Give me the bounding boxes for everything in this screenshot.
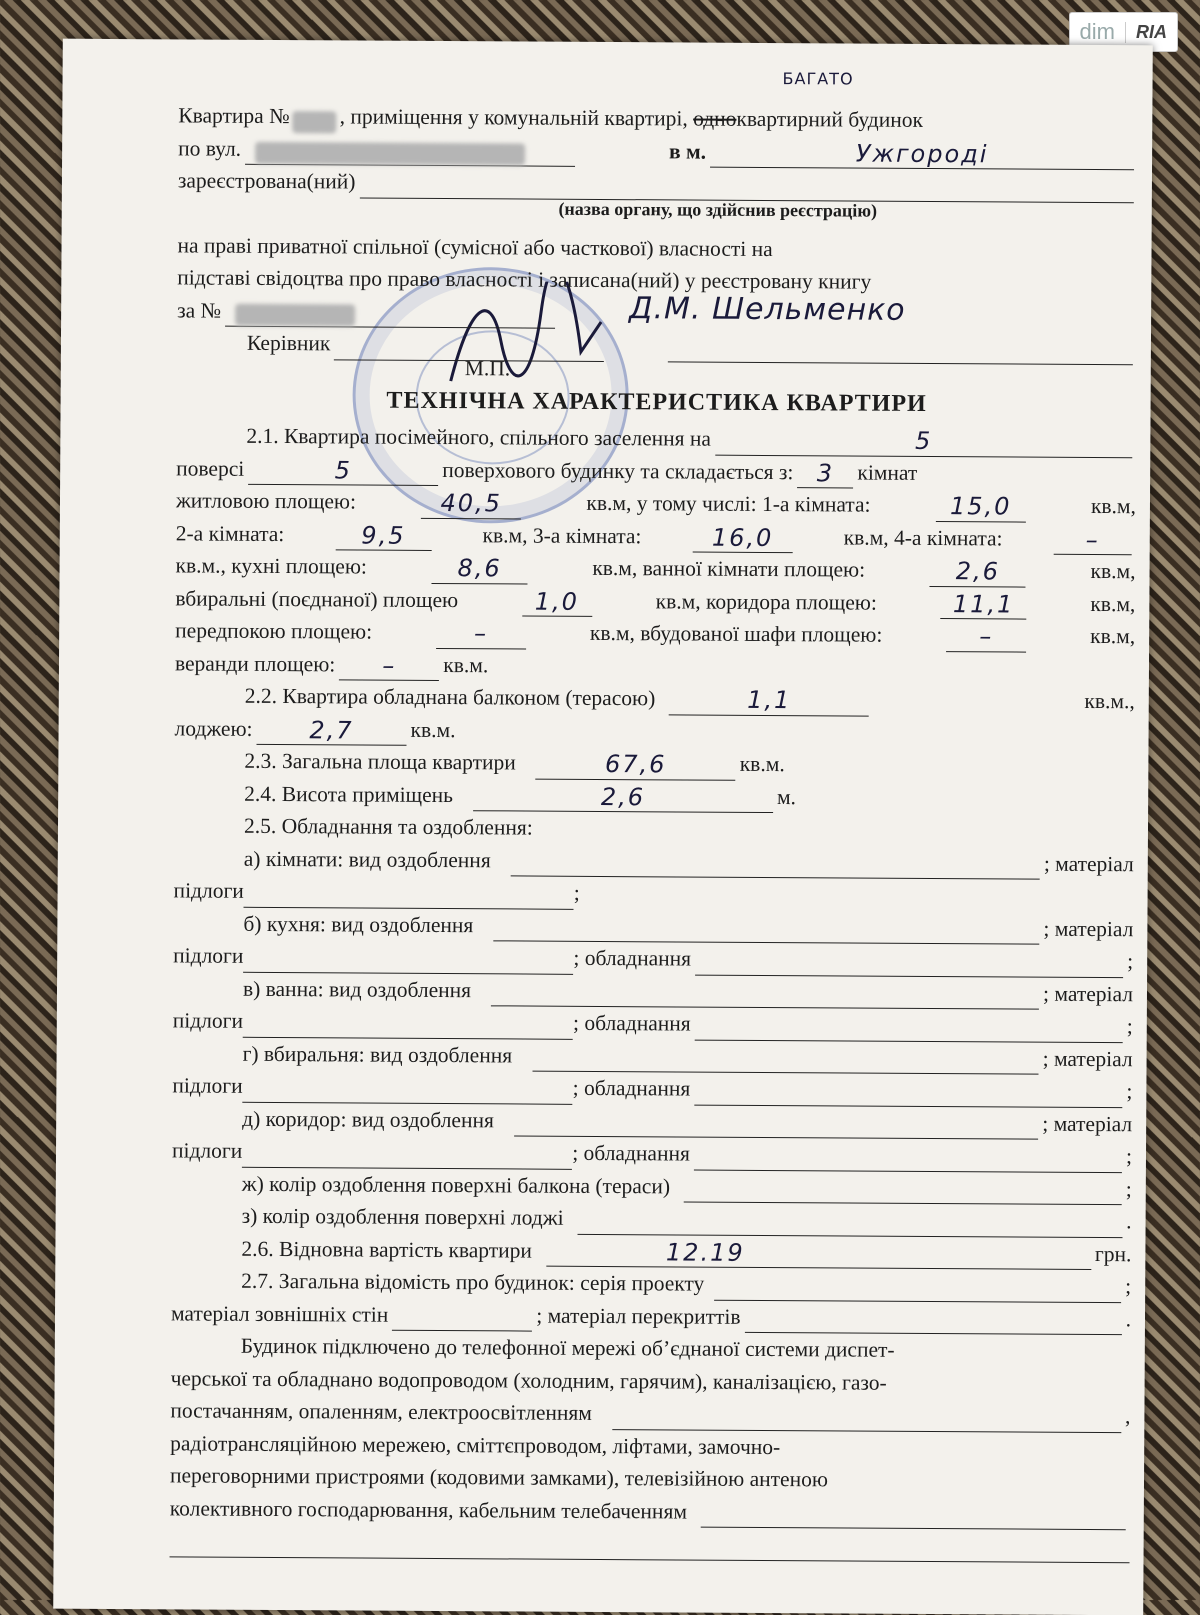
- wc-equipment-field: [694, 1082, 1122, 1108]
- floor-field: [715, 426, 1133, 458]
- rooms-finish-field: [511, 853, 1040, 879]
- hall-field: [436, 619, 526, 649]
- veranda-value: –: [382, 651, 397, 680]
- equipment-label: ; обладнання: [572, 1140, 690, 1166]
- paragraph-line-1: Будинок підключено до телефонної мережі об’єднаної системи диспет-: [240, 1333, 895, 1362]
- paragraph-line-5: переговорними пристроями (кодовими замками), телевізійною антеною: [169, 1463, 829, 1492]
- material-label: ; матеріал: [1042, 1046, 1133, 1071]
- redacted-apartment-number: [293, 111, 337, 133]
- total-area-field: [536, 750, 736, 780]
- trailing-field: [170, 1534, 1130, 1563]
- rooms-floor-field: [244, 884, 574, 909]
- bath-equipment-field: [695, 1017, 1123, 1043]
- bath-value: 2,6: [955, 557, 1001, 586]
- unit: кв.м,: [1090, 623, 1136, 649]
- bath-floor-field: [243, 1014, 573, 1039]
- equipment-label: ; обладнання: [572, 1075, 691, 1101]
- kitchen-label: кв.м., кухні площею:: [175, 553, 367, 579]
- closet-value: –: [979, 622, 994, 651]
- floors-material-field: [744, 1310, 1121, 1335]
- height-field: [473, 782, 773, 813]
- rooms-text: поверхового будинку та складається з:: [442, 457, 794, 484]
- director-name-field: [668, 339, 1133, 365]
- bath-item: в) ванна:: [242, 976, 324, 1001]
- loggia-value: 2,7: [309, 715, 354, 744]
- section-title: ТЕХНІЧНА ХАРАКТЕРИСТИКА КВАРТИРИ: [386, 387, 927, 417]
- material-label: ; матеріал: [1043, 916, 1134, 941]
- corridor-field: [941, 589, 1027, 620]
- book-number-label: за №: [177, 297, 222, 323]
- unit: кв.м.: [739, 751, 785, 777]
- kitchen-floor-field: [243, 949, 573, 974]
- book-number-field: [225, 304, 555, 329]
- room1-field: [936, 492, 1026, 523]
- material-label: ; матеріал: [1043, 851, 1134, 876]
- balcony-color-label: ж) колір оздоблення поверхні балкона (тераси): [241, 1171, 671, 1198]
- total-area-label: 2.3. Загальна площа квартири: [244, 748, 516, 775]
- city-label: в м.: [669, 138, 707, 164]
- unit: м.: [776, 784, 797, 809]
- balcony-field: [669, 685, 869, 716]
- unit: кв.м,: [1090, 558, 1136, 584]
- director-label: Керівник: [246, 330, 331, 356]
- balcony-label: 2.2. Квартира обладнана балконом (терасою): [244, 683, 656, 711]
- material-label: ; матеріал: [1042, 1111, 1133, 1136]
- document-sheet: [53, 39, 1153, 1615]
- kitchen-field: [432, 554, 528, 584]
- room4-field: [1054, 525, 1132, 555]
- rooms-field: [797, 458, 853, 488]
- bath-field: [930, 557, 1026, 587]
- room3-value: 16,0: [711, 523, 774, 552]
- finish-label: вид оздоблення: [369, 1042, 513, 1067]
- equipment-label: ; обладнання: [573, 945, 692, 971]
- floor-word: підлоги: [173, 943, 244, 968]
- floor-word: підлоги: [172, 1073, 243, 1098]
- director-field: [334, 337, 604, 362]
- corridor-equipment-field: [694, 1147, 1122, 1173]
- room4-label: кв.м, 4-а кімната:: [843, 524, 1003, 550]
- finish-label: вид оздоблення: [328, 976, 472, 1002]
- rooms-item: а) кімнати:: [243, 846, 344, 871]
- value-value: 12.19: [665, 1237, 745, 1267]
- loggia-label: лоджею:: [174, 715, 253, 741]
- hall-label: передпокою площею:: [175, 618, 373, 644]
- height-value: 2,6: [600, 782, 646, 811]
- bath-finish-field: [491, 983, 1039, 1009]
- paragraph-line-2: черської та обладнано водопроводом (холодним, гарячим), каналізацією, газо-: [170, 1365, 887, 1395]
- registered-label: зареєстрована(ний): [177, 168, 356, 194]
- unit: кв.м,: [1090, 591, 1136, 616]
- equipment-label: ; обладнання: [572, 1010, 691, 1036]
- street-label: по вул.: [178, 135, 242, 161]
- room2-label: 2-а кімната:: [175, 520, 285, 546]
- value-field: [546, 1237, 1091, 1270]
- corridor-value: 11,1: [952, 589, 1015, 619]
- apartment-label: Квартира №: [178, 103, 290, 129]
- unit: кв.м.: [410, 717, 456, 742]
- paragraph-line-4: радіотрансляційною мережею, сміттєпроводом, ліфтами, замочно-: [170, 1430, 781, 1459]
- line1-text: , приміщення у комунальній квартирі,: [339, 104, 688, 131]
- corridor-item: д) коридор:: [242, 1106, 347, 1131]
- watermark-dim: dim: [1079, 19, 1115, 44]
- floor-word: підлоги: [172, 1008, 244, 1033]
- value-label: 2.6. Відновна вартість квартири: [241, 1236, 533, 1263]
- room4-value: –: [1085, 525, 1100, 554]
- balcony-value: 1,1: [747, 685, 792, 715]
- s21-text: 2.1. Квартира посімейного, спільного заселення на: [246, 423, 712, 451]
- room2-value: 9,5: [361, 521, 406, 550]
- total-area-value: 67,6: [604, 750, 667, 779]
- finish-label: вид оздоблення: [351, 1106, 495, 1132]
- wc-label: вбиральні (поєднаної) площею: [175, 585, 459, 612]
- material-label: ; матеріал: [1042, 981, 1134, 1006]
- certificate-line: підставі свідоцтва про право власності і записана(ний) у реєстровану книгу: [177, 265, 872, 294]
- finish-label: вид оздоблення: [348, 846, 491, 872]
- kitchen-equipment-field: [695, 952, 1123, 978]
- floors-value: 5: [334, 455, 352, 484]
- signature-name: Д.М. Шельменко: [629, 290, 906, 328]
- line1-tail: квартирний будинок: [736, 106, 924, 132]
- living-value: 40,5: [440, 489, 503, 518]
- rooms-value: 3: [816, 458, 835, 487]
- walls-label: матеріал зовнішніх стін: [170, 1300, 389, 1327]
- kitchen-item: б) кухня:: [243, 911, 326, 936]
- project-series-field: [714, 1277, 1121, 1302]
- street-field: [245, 142, 575, 167]
- floor-word: підлоги: [173, 878, 244, 903]
- cable-tv-field: [701, 1505, 1126, 1531]
- closet-field: [946, 622, 1026, 652]
- finish-label: вид оздоблення: [331, 911, 474, 937]
- room3-label: кв.м, 3-а кімната:: [482, 522, 642, 548]
- currency-label: грн.: [1094, 1241, 1132, 1266]
- stamp-place-label: М.П.: [464, 356, 511, 381]
- floor-value: 5: [914, 426, 933, 456]
- ownership-line: на праві приватної спільної (сумісної або часткової) власності на: [177, 232, 773, 261]
- bath-label: кв.м, ванної кімнати площею:: [592, 555, 866, 582]
- living-label: житловою площею:: [175, 488, 357, 514]
- city-value: Ужгороді: [855, 139, 989, 168]
- building-info-label: 2.7. Загальна відомість про будинок: серія проекту: [241, 1268, 705, 1296]
- floors-material-label: ; матеріал перекриттів: [536, 1303, 741, 1329]
- wc-value: 1,0: [534, 587, 580, 616]
- wc-field: [522, 587, 592, 617]
- paragraph-line-3: постачанням, опаленням, електроосвітленням: [170, 1398, 593, 1425]
- document-body: Квартира № , приміщення у комунальній квартирі, одно квартирний будинок по вул. в м. Ужгороді зареєстрована(ний) (назва органу, що здійснив реєстрацію) на праві приватної спільної (сумісної або часткової) власності на підставі свідоцтва про право власності і записана(ний) у реєстровану книгу за № Д.М. Шельменко Керівник М.П. ТЕХНІЧНА ХАРАКТЕРИСТИКА КВАРТИРИ 2.1. Квартира посімейного, спільного заселення на 5 поверсі 5 поверхового будинку та складається з: 3 кімнат житловою площею: 40,5 кв.м, у тому числі: 1-а кімната: 15,0 кв.м, 2-а кімната: 9,5 кв.м, 3-а кімната: 16,0 кв.м, 4-а кімната: – кв.м., кухні площею: 8,6 кв.м, ванної кімнати площею: 2,6 кв.м, вбиральні (поєднаної) площею 1,0 кв.м, коридора площею: 11,1 кв.м, передпокою площею: – кв.м, вбудованої шафи площею: – кв.м, веранди площею: – кв.м. 2.2. Квартира обладнана балконом (терасою) 1,1 кв.м., лоджею: 2,7 кв.м. 2.3. Загальна площа квартири 67,6 кв.м. 2.4. Висота приміщень 2,6 м. 2.5. Обладнання та оздоблення: а) кімнати: вид оздоблення ; матеріал підлоги ; б) кухня: вид оздоблення ; матеріал підлоги ; обладнання ; в) ванна: вид оздоблення ; матеріал підлоги ; обладнання ; г) вбиральня: вид оздоблення ; матеріал підлоги ; обладнання ; д) коридор: вид оздоблення ; матеріал підлоги ; обладнання ; ж) колір оздоблення поверхні балкона (тераси) ; з) колір оздоблення поверхні лоджі . 2.6. Відновна вартість квартири 12.19 грн. 2.7. Загальна відомість про будинок: серія проекту ; матеріал зовнішніх стін ; матеріал перекриттів . Будинок підключено до телефонної мережі об’єднаної системи диспет- черської та обладнано водопроводом (холодним, гарячим), каналізацією, газо- постачанням, опаленням, електроосвітленням , радіотрансляційною мережею, сміттєпроводом, ліфтами, замочно- переговорними пристроями (кодовими замками), телевізійною антеною колективного господарювання, кабельним телебаченням: [170, 97, 1139, 1562]
- electric-field: [612, 1407, 1121, 1433]
- unit: кв.м,: [1090, 493, 1137, 519]
- unit: кв.м.: [443, 652, 489, 677]
- registration-note: (назва органу, що здійснив реєстрацію): [558, 198, 878, 221]
- unit: кв.м.,: [1084, 688, 1135, 714]
- rooms-unit: кімнат: [857, 460, 918, 485]
- room3-field: [692, 523, 792, 554]
- wc-item: г) вбиральня:: [242, 1041, 365, 1067]
- watermark-ria: RIA: [1125, 22, 1167, 43]
- kitchen-finish-field: [493, 918, 1039, 944]
- floor-word: підлоги: [171, 1138, 243, 1163]
- kitchen-value: 8,6: [457, 554, 502, 583]
- wc-floor-field: [243, 1079, 573, 1104]
- balcony-color-field: [684, 1180, 1122, 1206]
- handwritten-annotation: БАГАТО: [782, 69, 854, 89]
- paragraph-line-6: колективного господарювання, кабельним телебаченням: [169, 1495, 688, 1524]
- room1-value: 15,0: [949, 492, 1012, 521]
- corridor-floor-field: [242, 1144, 572, 1169]
- room1-label: кв.м, у тому числі: 1-а кімната:: [586, 490, 871, 517]
- loggia-field: [256, 715, 406, 746]
- registered-field: [359, 175, 1134, 203]
- equipment-title: 2.5. Обладнання та оздоблення:: [243, 813, 533, 840]
- floors-field: [248, 455, 438, 486]
- veranda-field: [339, 651, 439, 681]
- veranda-label: веранди площею:: [174, 650, 336, 676]
- corridor-label: кв.м, коридора площею:: [655, 588, 877, 615]
- height-label: 2.4. Висота приміщень: [244, 781, 454, 807]
- closet-label: кв.м, вбудованої шафи площею:: [589, 620, 883, 647]
- corridor-finish-field: [514, 1113, 1038, 1139]
- living-field: [421, 489, 521, 519]
- hall-value: –: [473, 619, 489, 648]
- loggia-color-field: [577, 1211, 1122, 1237]
- room2-field: [335, 521, 431, 551]
- floor-label: поверсі: [176, 455, 245, 481]
- walls-field: [392, 1308, 532, 1332]
- wc-finish-field: [532, 1049, 1039, 1075]
- city-field: [710, 139, 1134, 171]
- loggia-color-label: з) колір оздоблення поверхні лоджі: [241, 1203, 564, 1230]
- struck-word: одно: [693, 106, 737, 131]
